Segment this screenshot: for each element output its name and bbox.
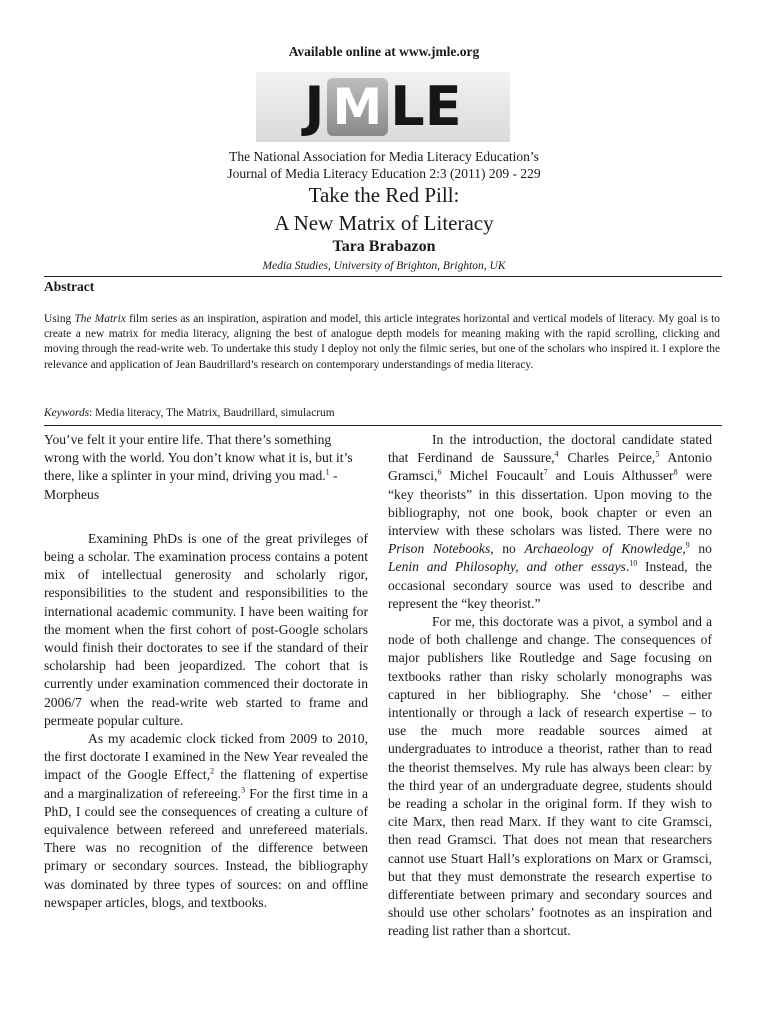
body-paragraph: Examining PhDs is one of the great privileges of being a scholar. The examination process contains a potent mix of intellectual generosity and scholarly rigor, responsibilities to the student and responsibilities to the international academic community. I have been waiting for the moment when the first cohort of post-Google scholars would finish their doctorates to see if the standard of their scholarship had been jeopardized. The cohort that is currently under examination commenced their doctorate in 2006/7 when the read-write web started to frame and permeate popular culture. xyxy=(44,530,368,728)
footnote-ref: 7 xyxy=(543,467,548,477)
footnote-ref: 4 xyxy=(554,449,559,459)
body-paragraph: For me, this doctorate was a pivot, a symbol and a node of both challenge and change. The consequences of major publishers like Routledge and Sage focusing on textbooks rather than risky scholarly monographs was captured in her bibliography. She ‘chose’ – either intentionally or through a lack of research expertise – to use the much more readable sources aimed at undergraduates to introduce a theorist, rather than to read the theorist themselves. My rule has always been clear: by the third year of an undergraduate degree, students should be reading a scholar in the original form. If they wish to cite Marx, then read Marx. If they want to cite Gramsci, then read Gramsci. That does not mean that researchers cannot use Stuart Hall’s explorations on Marx or Gramsci, but that they must demonstrate the research expertise to differentiate between primary and secondary sources and should use other scholars’ footnotes as an inspiration and reading list rather than a shortcut. xyxy=(388,614,712,939)
article-title-line2: A New Matrix of Literacy xyxy=(274,211,494,235)
body-paragraph: In the introduction, the doctoral candidate stated that Ferdinand de Saussure,$^4$ Charles Peirce,$^5$ Antonio Gramsci,$^6$ Michel Foucault$^7$ and Louis Althusser$^8$ were “key theorists” in this dissertation. Upon moving to the bibliography, not one book, book chapter or even an interview with these scholars was listed. There were no Prison Notebooks, no Archaeology of Knowledge,$^9$ no Lenin and Philosophy, and other essays.$^{10}$ Instead, the occasional secondary source was used to describe and represent the “key theorist.” xyxy=(388,432,713,611)
logo-letters-le: LE xyxy=(390,75,462,138)
book-title: Lenin and Philosophy, and other essays xyxy=(388,559,626,575)
right-column xyxy=(388,431,712,941)
jmle-logo xyxy=(256,72,510,142)
availability-line: Available online at www.jmle.org xyxy=(288,44,480,59)
author-affiliation: Media Studies, University of Brighton, Brighton, UK xyxy=(262,260,506,272)
abstract-divider xyxy=(44,425,722,426)
keywords-label: Keywords xyxy=(44,407,90,419)
logo-letter-j: J xyxy=(304,75,325,138)
footnote-ref: 10 xyxy=(629,558,638,568)
body-paragraph: As my academic clock ticked from 2009 to 2010, the first doctorate I examined in the New Year revealed the impact of the Google Effect,$^2$ the flattening of expertise and a marginalization of refereeing.$^3$ For the first time in a PhD, I could see the consequences of creating a culture of equivalence between refereed and unrefereed materials. There was no recognition of the difference between primary or secondary sources. Instead, the bibliography was dominated by three types of sources: on and offline newspaper articles, blogs, and textbooks. xyxy=(44,731,369,910)
book-title: Archaeology of Knowledge xyxy=(524,541,683,557)
left-column xyxy=(44,431,368,912)
footnote-ref: 2 xyxy=(210,766,215,776)
keywords-line xyxy=(44,407,335,419)
author-name: Tara Brabazon xyxy=(332,238,436,255)
footnote-ref: 6 xyxy=(437,467,442,477)
abstract-body: Using The Matrix film series as an inspiration, aspiration and model, this article integrates horizontal and vertical models of literacy. My goal is to create a new matrix for media literacy, aligning the best of analogue depth models for meaning making with the rapid scrolling, clicking and moving through the read-write web. To undertake this study I deploy not only the filmic series, but one of the scholars who inspired it. I explore the relevance and application of Jean Baudrillard’s research on contemporary understandings of media literacy. xyxy=(44,313,721,371)
keywords-values: : Media literacy, The Matrix, Baudrillard, simulacrum xyxy=(89,407,335,419)
epigraph: You’ve felt it your entire life. That there’s something wrong with the world. You don’t know what it is, but it’s there, like a splinter in your mind, driving you mad.$^1$ - Morpheus xyxy=(44,432,353,502)
journal-citation: Journal of Media Literacy Education 2:3 (2011) 209 - 229 xyxy=(227,166,541,181)
logo-letter-m: M xyxy=(327,78,389,136)
footnote-ref: 1 xyxy=(325,467,330,477)
footnote-ref: 8 xyxy=(673,467,678,477)
book-title: Prison Notebooks xyxy=(388,541,491,557)
association-line: The National Association for Media Literacy Education’s xyxy=(229,149,539,164)
footnote-ref: 9 xyxy=(685,540,690,550)
footnote-ref: 5 xyxy=(655,449,660,459)
header-divider xyxy=(44,276,722,277)
film-title: The Matrix xyxy=(74,313,126,325)
abstract-heading: Abstract xyxy=(44,279,95,294)
article-title-line1: Take the Red Pill: xyxy=(308,183,460,207)
footnote-ref: 3 xyxy=(241,785,246,795)
